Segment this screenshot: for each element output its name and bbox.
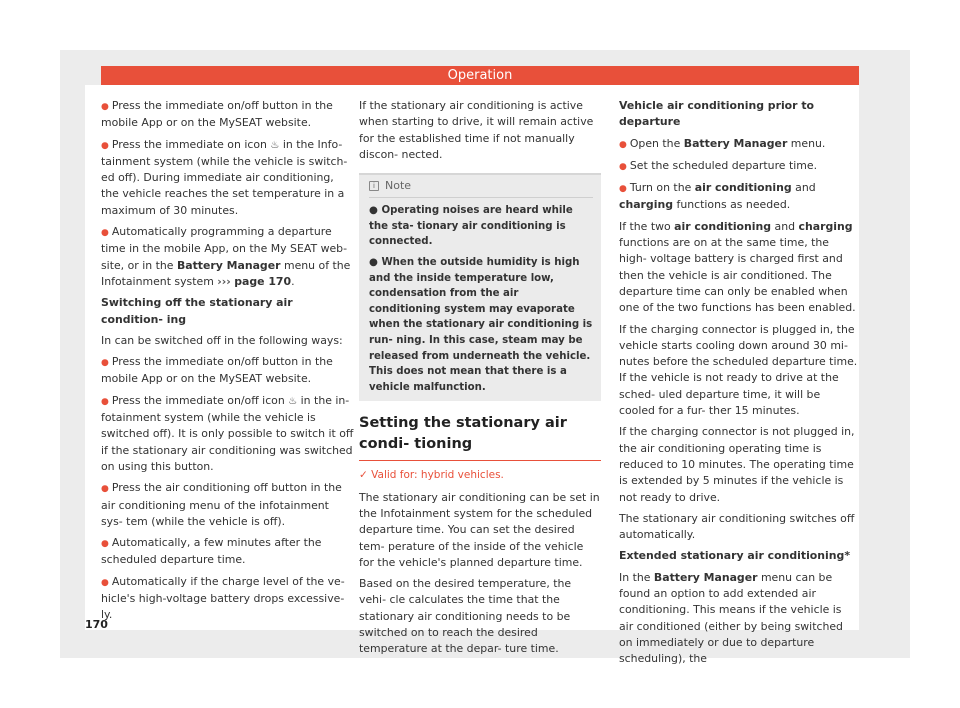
paragraph: If the charging connector is plugged in, the vehicle starts cooling down around 30 mi- nutes before the scheduled departure time. If the vehicle is not ready to drive at the sched- uled departure time, it will be cooled for a fur- ther 15 minutes. <box>619 322 858 418</box>
list-item: ● Turn on the air conditioning and charging functions as needed. <box>619 181 816 212</box>
bullet-icon: ● <box>101 102 109 112</box>
list-item: ● Press the immediate on/off button in the mobile App or on the MySEAT website. <box>101 355 333 386</box>
note-title: Note <box>385 179 412 193</box>
paragraph: The stationary air conditioning can be set in the Infotainment system for the scheduled departure time. You can set the desired tem- perature of the inside of the vehicle for the vehicle's planned departure time. <box>359 490 600 569</box>
bullet-icon: ● <box>101 140 109 151</box>
paragraph: If the stationary air conditioning is active when starting to drive, it will remain active for the established time if not manually discon- nected. <box>359 99 594 161</box>
list-item: ● Automatically programming a departure time in the mobile App, on the My SEAT web- site, or in the Battery Manager menu of the Infotainment system ››› page 170. <box>101 225 351 288</box>
list-item: ● Open the Battery Manager menu. <box>619 136 826 150</box>
bullet-icon: ● <box>101 539 109 550</box>
list-item: ● Press the air conditioning off button in the air conditioning menu of the infotainment sys- tem (while the vehicle is off). <box>101 481 342 528</box>
note-box <box>359 173 601 401</box>
bullet-icon: ● <box>101 577 109 588</box>
heated-seat-icon: ♨ <box>270 139 280 151</box>
bullet-icon: ● <box>101 484 109 495</box>
heated-seat-icon: ♨ <box>288 395 298 407</box>
checkmark-icon: ✓ <box>359 469 372 482</box>
paragraph: In can be switched off in the following ways: <box>101 333 343 347</box>
subheading: Vehicle air conditioning prior to departure <box>619 99 815 129</box>
page-number: 170 <box>85 618 108 631</box>
column-right <box>619 98 859 673</box>
column-left <box>101 98 354 629</box>
list-item: ● Set the scheduled departure time. <box>619 158 818 172</box>
page-link[interactable]: page 170 <box>234 274 292 288</box>
list-item: ● Automatically, a few minutes after the scheduled departure time. <box>101 536 322 567</box>
info-icon: i <box>369 181 379 191</box>
paragraph: The stationary air conditioning switches off automatically. <box>619 511 855 542</box>
list-item: ● Automatically if the charge level of the ve- hicle's high-voltage battery drops excessive- ly. <box>101 574 345 622</box>
column-middle <box>359 98 601 663</box>
note-item: ● Operating noises are heard while the sta- tionary air conditioning is connected. <box>369 205 573 248</box>
subheading: Switching off the stationary air condition- ing <box>101 296 293 326</box>
paragraph: Based on the desired temperature, the vehi- cle calculates the time that the stationary air conditioning needs to be switched on to reach the desired temperature at the depar- ture time. <box>359 577 572 656</box>
list-item: ● Press the immediate on/off icon ♨ in the in- fotainment system (while the vehicle is switched off). It is only possible to switch it off if the stationary air conditioning was switched on using this button. <box>101 393 354 473</box>
page-content <box>85 85 859 666</box>
paragraph: In the Battery Manager menu can be found an option to add extended air conditioning. This means if the vehicle is air conditioned (either by being switched on immediately or due to departure scheduling), the <box>619 570 843 666</box>
page-ref-arrow-icon: ››› <box>217 274 231 288</box>
note-item: ● When the outside humidity is high and the inside temperature low, condensation from the air conditioning system may evaporate when the stationary air conditioning is run- ning. In this case, steam may be released from underneath the vehicle. This does not mean that there is a vehicle malfunction. <box>369 256 593 393</box>
bullet-icon: ● <box>101 228 109 239</box>
subheading: Extended stationary air conditioning* <box>619 549 851 563</box>
section-title: Setting the stationary air condi- tioning <box>359 413 601 461</box>
bullet-icon: ● <box>101 358 109 369</box>
bullet-icon: ● <box>619 161 627 172</box>
bullet-icon: ● <box>619 139 627 150</box>
list-item: ● Press the immediate on/off button in the mobile App or on the MySEAT website. <box>101 99 333 130</box>
validity-note: ✓ Valid for: hybrid vehicles. <box>359 469 504 482</box>
section-header: Operation <box>101 66 859 85</box>
bullet-icon: ● <box>369 256 382 268</box>
list-item: ● Press the immediate on icon ♨ in the Info- tainment system (while the vehicle is switch- ed off). During immediate air conditioning, the vehicle reaches the set temperature in a maximum of 30 minutes. <box>101 137 348 217</box>
paragraph: If the two air conditioning and charging functions are on at the same time, the high- voltage battery is charged first and then the vehicle is air conditioned. The departure time can only be enabled when one of the two functions has been enabled. <box>619 219 856 315</box>
paragraph: If the charging connector is not plugged in, the air conditioning operating time is reduced to 10 minutes. The operating time is extended by 5 minutes if the vehicle is not ready to drive. <box>619 425 855 504</box>
bullet-icon: ● <box>101 396 109 407</box>
bullet-icon: ● <box>369 205 382 217</box>
bullet-icon: ● <box>619 184 627 195</box>
